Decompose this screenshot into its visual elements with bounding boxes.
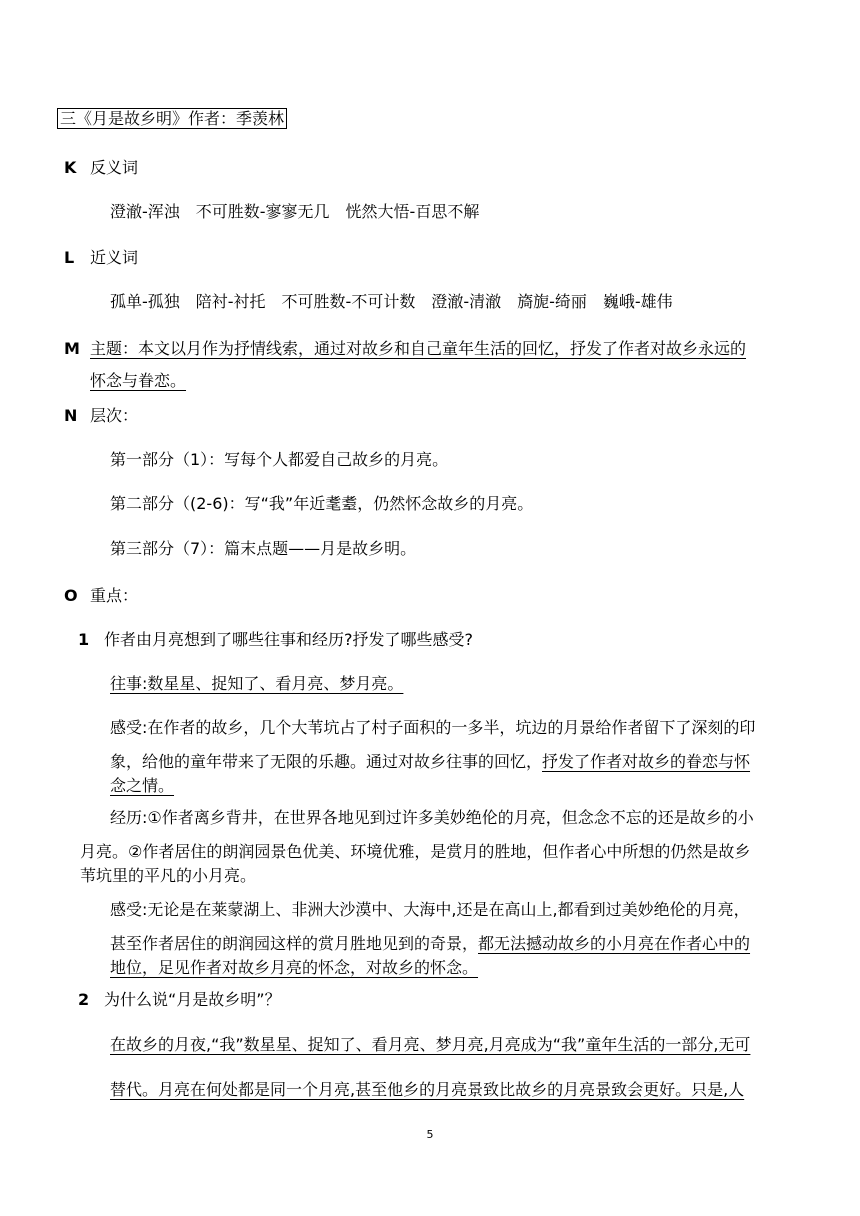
marker-m: M (64, 339, 80, 358)
structure-part-3: 第三部分（7）：篇末点题——月是故乡明。 (110, 539, 417, 558)
theme-text-2: 怀念与眷恋。 (90, 371, 187, 390)
synonyms-label: 近义词 (90, 248, 139, 267)
q1-exp-line-3: 苇坑里的平凡的小月亮。 (80, 866, 257, 885)
q1-feel2-line-3-text: 地位，足见作者对故乡月亮的怀念，对故乡的怀念。 (110, 958, 479, 977)
theme-line-1 (64, 337, 746, 361)
structure-heading (64, 404, 138, 428)
antonyms-heading (64, 156, 138, 180)
q1-feel2-line-2b: 都无法撼动故乡的小月亮在作者心中的 (478, 934, 751, 953)
q1-feel1-line-1: 感受:在作者的故乡，几个大苇坑占了村子面积的一多半，坑边的月景给作者留下了深刻的印 (110, 718, 756, 737)
section-title (57, 107, 287, 131)
q1-feel1-line-2a: 象，给他的童年带来了无限的乐趣。通过对故乡往事的回忆， (110, 752, 543, 771)
antonyms-label: 反义词 (90, 158, 139, 177)
q2-answer-line-1 (110, 1033, 750, 1057)
question-2 (78, 988, 281, 1012)
marker-n: N (64, 406, 78, 425)
q1-exp-line-1: 经历:①作者离乡背井，在世界各地见到过许多美妙绝伦的月亮，但念念不忘的还是故乡的小 (110, 808, 754, 827)
q1-exp-line-2: 月亮。②作者居住的朗润园景色优美、环境优雅，是赏月的胜地，但作者心中所想的仍然是故乡 (80, 842, 751, 861)
question-2-text: 为什么说“月是故乡明”？ (104, 990, 281, 1009)
title-box: 三《月是故乡明》作者：季羡林 (57, 108, 287, 129)
theme-text-1: 主题：本文以月作为抒情线索，通过对故乡和自己童年生活的回忆，抒发了作者对故乡永远的 (90, 339, 747, 358)
structure-part-2: 第二部分（(2-6)：写“我”年近耄耋，仍然怀念故乡的月亮。 (110, 494, 534, 513)
q1-events (110, 672, 403, 696)
q1-feel1-line-3-text: 念之情。 (110, 776, 175, 795)
q1-feel2-line-1: 感受:无论是在莱蒙湖上、非洲大沙漠中、大海中,还是在高山上,都看到过美妙绝伦的月亮， (110, 900, 750, 919)
question-1 (78, 628, 473, 652)
synonyms-heading (64, 246, 138, 270)
q1-feel1-line-2 (110, 750, 750, 774)
q1-feel1-line-3 (110, 774, 174, 798)
q1-feel2-line-2 (110, 932, 750, 956)
structure-part-1: 第一部分（1）：写每个人都爱自己故乡的月亮。 (110, 450, 449, 469)
q1-feel2-line-3 (110, 956, 478, 980)
synonyms-content: 孤单-孤独 陪衬-衬托 不可胜数-不可计数 澄澈-清澈 旖旎-绮丽 巍峨-雄伟 (110, 292, 673, 311)
theme-line-2 (90, 369, 186, 393)
marker-o: O (64, 586, 78, 605)
question-1-text: 作者由月亮想到了哪些往事和经历?抒发了哪些感受? (104, 630, 473, 649)
antonyms-content: 澄澈-浑浊 不可胜数-寥寥无几 恍然大悟-百思不解 (110, 202, 480, 221)
key-points-label: 重点： (90, 586, 139, 605)
q1-feel1-line-2b: 抒发了作者对故乡的眷恋与怀 (542, 752, 751, 771)
question-2-number: 2 (78, 990, 90, 1009)
question-1-number: 1 (78, 630, 90, 649)
structure-label: 层次： (90, 406, 139, 425)
q1-events-text: 往事:数星星、捉知了、看月亮、梦月亮。 (110, 674, 404, 693)
page-number: 5 (426, 1128, 434, 1141)
q2-answer-line-2 (110, 1078, 744, 1102)
q2-answer-line-1-text: 在故乡的月夜,“我”数星星、捉知了、看月亮、梦月亮,月亮成为“我”童年生活的一部分,无可 (110, 1035, 751, 1054)
key-points-heading (64, 584, 138, 608)
q1-feel2-line-2a: 甚至作者居住的朗润园这样的赏月胜地见到的奇景， (110, 934, 479, 953)
q2-answer-line-2-text: 替代。月亮在何处都是同一个月亮,甚至他乡的月亮景致比故乡的月亮景致会更好。只是,人 (110, 1080, 745, 1099)
marker-l: L (64, 248, 75, 267)
marker-k: K (64, 158, 77, 177)
